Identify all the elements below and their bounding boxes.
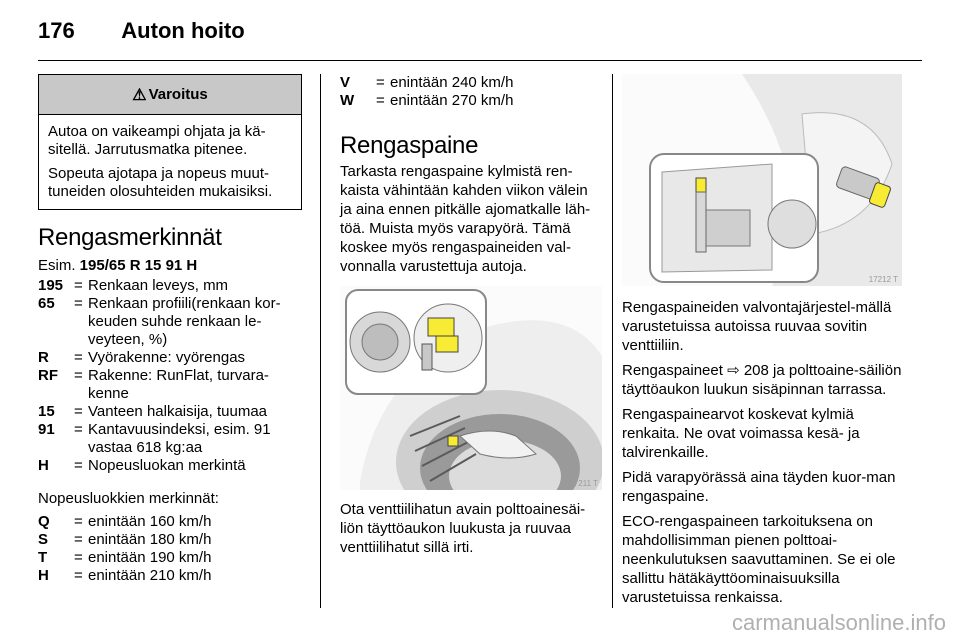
warning-header [39, 75, 301, 115]
speed-class-key: V [340, 74, 351, 91]
definition-value: Kantavuusindeksi, esim. 91 vastaa 618 kg:aa [88, 421, 271, 456]
definition-list [38, 277, 302, 475]
section-heading-tire-marking: Rengasmerkinnät [38, 224, 222, 251]
speed-class-key: H [38, 567, 49, 584]
example-prefix: Esim. [38, 257, 76, 274]
tire-pressure-notes [622, 298, 902, 607]
definition-value: Rakenne: RunFlat, turvara-kenne [88, 367, 269, 402]
definition-key: R [38, 349, 49, 366]
definition-row [38, 277, 302, 295]
speed-class-row [38, 549, 302, 567]
tire-pressure-intro: Tarkasta rengaspaine kylmistä ren-kaista vähintään kahden viikon välein ja aina ennen pitkälle ajomatkalle läh-töä. Muista myös varapyörä. Tämä koskee myös rengaspaineiden val-vonnalla varustettuja autoja. [340, 163, 591, 275]
column-divider-left [320, 74, 321, 608]
definition-row [38, 403, 302, 421]
note-paragraph: Pidä varapyörässä aina täyden kuor-man rengaspaine. [622, 469, 896, 505]
speed-class-intro: Nopeusluokkien merkinnät: [38, 490, 219, 507]
example-line [38, 256, 302, 275]
warning-title: Varoitus [148, 86, 208, 103]
page-title: Auton hoito [121, 18, 245, 43]
definition-value: Vanteen halkaisija, tuumaa [88, 403, 268, 420]
definition-key: 15 [38, 403, 55, 420]
equals-sign: = [376, 74, 385, 91]
adapter-valve-illustration [622, 74, 902, 286]
speed-class-value: enintään 240 km/h [390, 74, 514, 91]
speed-class-value: enintään 210 km/h [88, 567, 212, 584]
warning-paragraph: Sopeuta ajotapa ja nopeus muut-tuneiden olosuhteiden mukaisiksi. [48, 165, 273, 200]
warning-box [38, 74, 302, 210]
equals-sign: = [74, 513, 83, 530]
example-code: 195/65 R 15 91 H [79, 257, 198, 274]
definition-value: Nopeusluokan merkintä [88, 457, 246, 474]
speed-class-row [38, 513, 302, 531]
warning-paragraph: Autoa on vaikeampi ohjata ja kä-sitellä. Jarrutusmatka pitenee. [48, 123, 266, 158]
definition-row [38, 295, 302, 349]
figure-code: 17212 T [868, 275, 898, 284]
definition-row [38, 457, 302, 475]
definition-value: Renkaan leveys, mm [88, 277, 229, 294]
note-paragraph: ECO-rengaspaineen tarkoituksena on mahdollisimman pienen polttoai-neenkulutuksen saavuttaminen. Se ei ole sallittu hätäkäyttöominaisuuksilla varustetuissa renkaissa. [622, 513, 896, 606]
definition-key: 65 [38, 295, 55, 312]
column-divider-right [612, 74, 613, 608]
note-paragraph: Rengaspaineiden valvontajärjestel-mällä varustetuissa autoissa ruuvaa sovitin venttiiliin. [622, 299, 892, 354]
header-rule [38, 60, 922, 61]
column-right [622, 74, 902, 607]
equals-sign: = [74, 549, 83, 566]
definition-row [38, 367, 302, 403]
watermark: carmanualsonline.info [731, 610, 946, 635]
definition-value: Renkaan profiili(renkaan kor-keuden suhde renkaan le-veyteen, %) [88, 295, 281, 348]
figure-caption: Ota venttiilihatun avain polttoainesäi-liön täyttöaukon luukusta ja ruuvaa venttiilihatut sillä irti. [340, 501, 586, 556]
definition-key: 195 [38, 277, 64, 294]
warning-body [39, 115, 301, 209]
equals-sign: = [376, 92, 385, 109]
warning-triangle-icon: ⚠ [132, 86, 147, 104]
equals-sign: = [74, 277, 83, 294]
note-paragraph: Rengaspaineet ⇨ 208 ja polttoaine-säiliön täyttöaukon luukun sisäpinnan tarrassa. [622, 362, 902, 398]
speed-class-key: Q [38, 513, 50, 530]
definition-row [38, 349, 302, 367]
speed-class-key: T [38, 549, 48, 566]
equals-sign: = [74, 295, 83, 312]
equals-sign: = [74, 457, 83, 474]
equals-sign: = [74, 367, 83, 384]
definition-key: H [38, 457, 49, 474]
equals-sign: = [74, 567, 83, 584]
definition-value: Vyörakenne: vyörengas [88, 349, 246, 366]
column-left [38, 74, 302, 585]
note-paragraph: Rengaspainearvot koskevat kylmiä renkaita. Ne ovat voimassa kesä- ja talvirenkaille. [622, 406, 860, 461]
speed-class-row [340, 74, 602, 92]
speed-class-value: enintään 190 km/h [88, 549, 212, 566]
speed-class-list [38, 513, 302, 585]
figure-code: 17211 T [569, 479, 598, 488]
figure-adapter [622, 74, 902, 286]
equals-sign: = [74, 531, 83, 548]
section-heading-tire-pressure: Rengaspaine [340, 132, 479, 159]
speed-class-row [38, 567, 302, 585]
speed-class-row [340, 92, 602, 110]
fuel-door-valve-illustration [340, 286, 602, 490]
page-header [38, 18, 245, 44]
speed-class-key: W [340, 92, 355, 109]
speed-class-key: S [38, 531, 49, 548]
page-number: 176 [38, 18, 75, 43]
equals-sign: = [74, 421, 83, 438]
definition-row [38, 421, 302, 457]
definition-key: 91 [38, 421, 55, 438]
equals-sign: = [74, 349, 83, 366]
speed-class-value: enintään 270 km/h [390, 92, 514, 109]
definition-key: RF [38, 367, 58, 384]
speed-class-row [38, 531, 302, 549]
equals-sign: = [74, 403, 83, 420]
figure-valve-cap-key [340, 286, 602, 490]
speed-class-value: enintään 160 km/h [88, 513, 212, 530]
speed-class-value: enintään 180 km/h [88, 531, 212, 548]
column-middle [340, 74, 602, 557]
